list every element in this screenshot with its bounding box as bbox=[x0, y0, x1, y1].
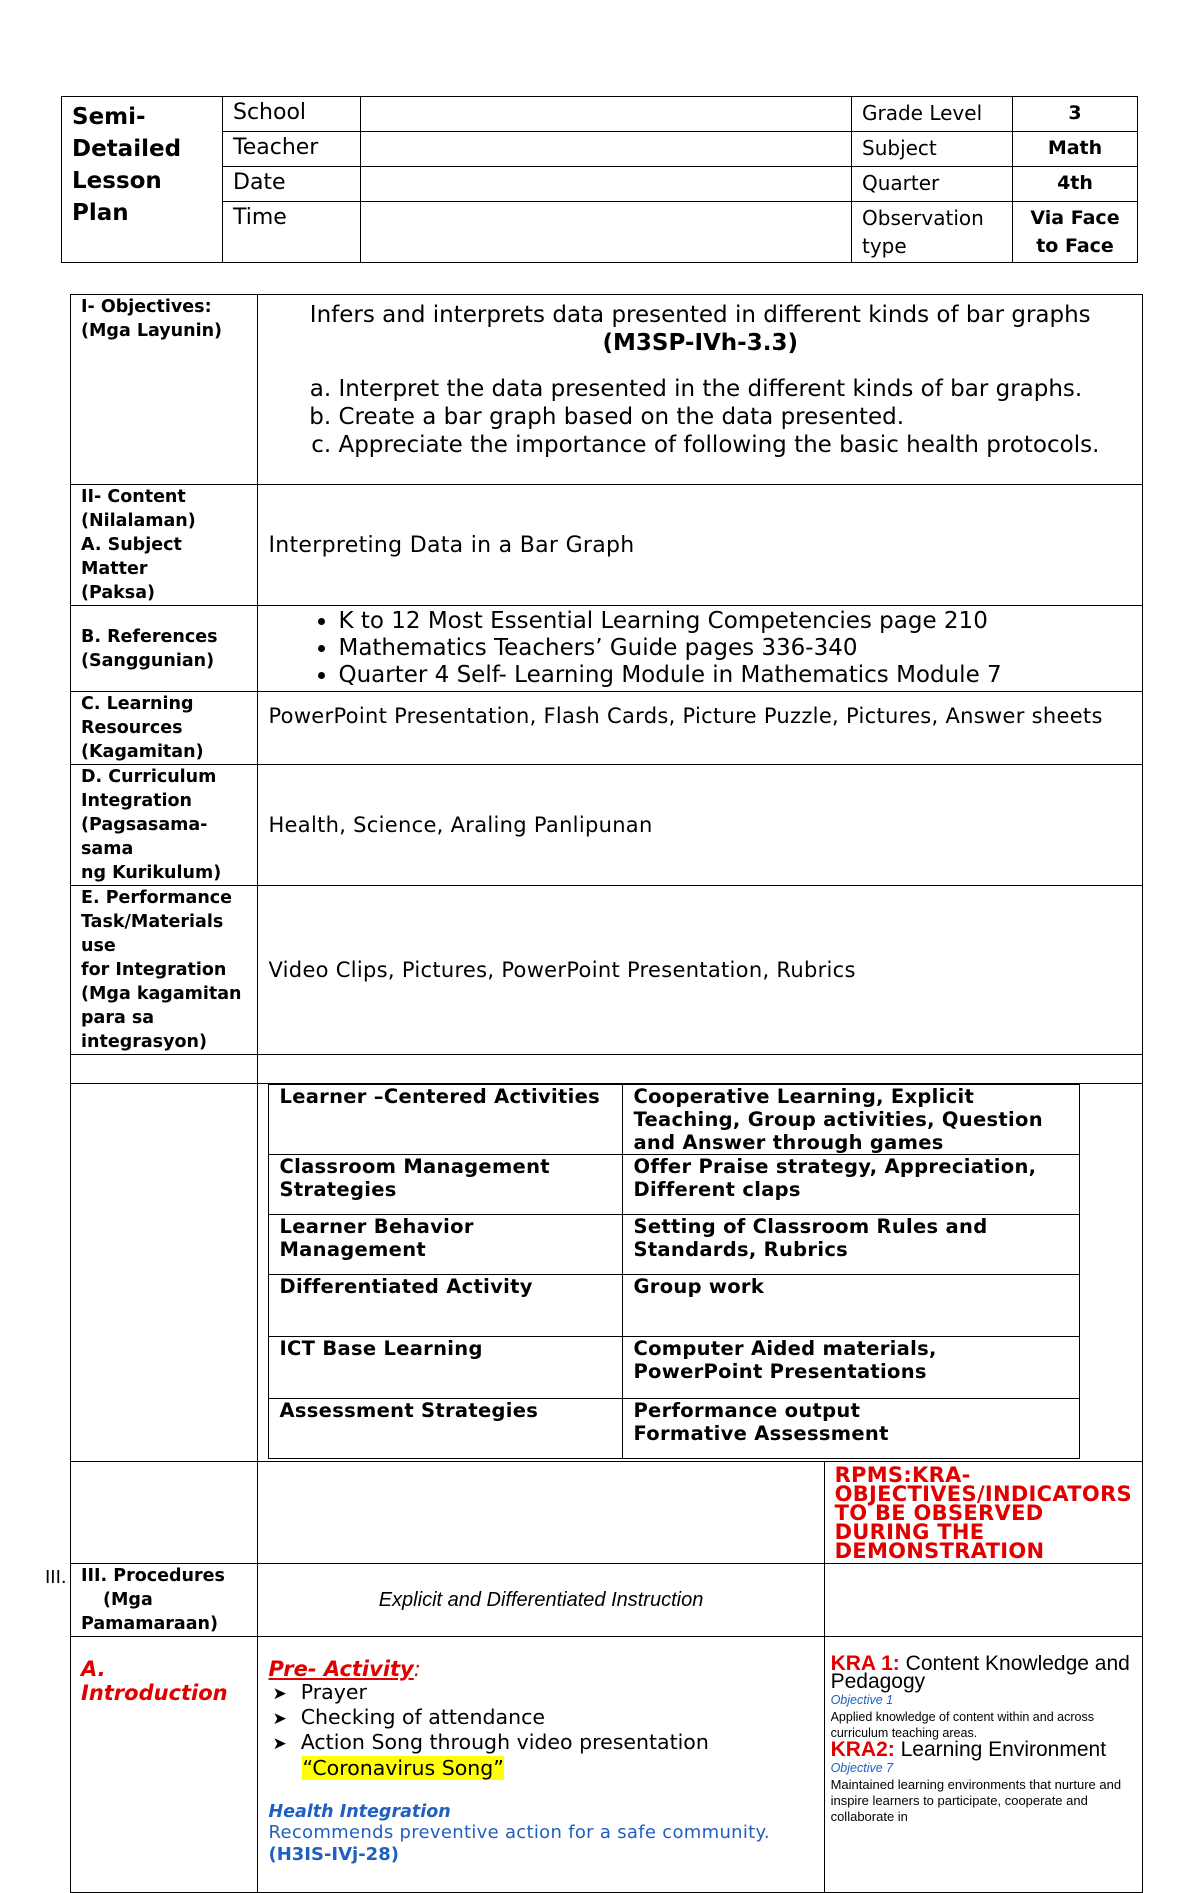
kra2-text: Learning Environment bbox=[900, 1738, 1107, 1761]
school-value[interactable] bbox=[361, 97, 852, 132]
kra1-label: KRA 1: bbox=[830, 1655, 900, 1675]
strategy-name: Learner Behavior Management bbox=[269, 1215, 623, 1275]
reference-item: • Quarter 4 Self- Learning Module in Mathematics Module 7 bbox=[338, 662, 1132, 689]
objective7-text: Maintained learning environments that nurture and inspire learners to participate, cooperate and collaborate in bbox=[830, 1777, 1122, 1824]
quarter-value: 4th bbox=[1013, 167, 1138, 202]
objective7-label: Objective 7 bbox=[830, 1761, 894, 1775]
health-integration-heading: Health Integration bbox=[268, 1802, 451, 1822]
activity-item: ➤ Prayer bbox=[302, 1681, 813, 1706]
strategy-name: Classroom Management Strategies bbox=[269, 1155, 623, 1215]
strategy-desc: Setting of Classroom Rules and Standards, Rubrics bbox=[623, 1215, 1080, 1275]
empty-cell bbox=[824, 1564, 1142, 1637]
subject-value: Math bbox=[1013, 132, 1138, 167]
performance-label: E. Performance Task/Materials use for Integration (Mga kagamitan para sa integrasyon) bbox=[71, 886, 258, 1055]
objective-item: c. Appreciate the importance of following the basic health protocols. bbox=[338, 431, 1132, 459]
objective-code: (M3SP-IVh-3.3) bbox=[602, 330, 798, 356]
pre-activity-list bbox=[268, 1681, 813, 1756]
references-cell bbox=[258, 606, 1143, 692]
strategy-name: Learner –Centered Activities bbox=[269, 1085, 623, 1155]
objective-item: b. Create a bar graph based on the data presented. bbox=[338, 403, 1132, 431]
strategy-name: ICT Base Learning bbox=[269, 1337, 623, 1399]
health-integration-code: (H3IS-IVj-28) bbox=[268, 1844, 399, 1865]
objective-item: a. Interpret the data presented in the different kinds of bar graphs. bbox=[338, 375, 1132, 403]
strategy-name: Assessment Strategies bbox=[269, 1399, 623, 1459]
subject-label: Subject bbox=[852, 132, 1013, 167]
reference-item: • K to 12 Most Essential Learning Competencies page 210 bbox=[338, 608, 1132, 635]
empty-cell bbox=[258, 1055, 1143, 1084]
objective1-text: Applied knowledge of content within and across curriculum teaching areas. bbox=[830, 1710, 1094, 1740]
observation-type-value: Via Face to Face bbox=[1013, 202, 1138, 263]
time-value[interactable] bbox=[361, 202, 852, 263]
teacher-value[interactable] bbox=[361, 132, 852, 167]
objectives-cell bbox=[258, 295, 1143, 485]
health-integration-text: Recommends preventive action for a safe community. bbox=[268, 1822, 770, 1843]
references-label: B. References (Sanggunian) bbox=[71, 606, 258, 692]
procedures-numeral: III. bbox=[45, 1567, 67, 1588]
references-list bbox=[268, 608, 1132, 689]
strategies-cell bbox=[258, 1084, 1143, 1462]
content-label: II- Content (Nilalaman) A. Subject Matter (Paksa) bbox=[71, 485, 258, 606]
lesson-main-table bbox=[45, 294, 1143, 1893]
empty-cell bbox=[258, 1462, 824, 1564]
integration-value: Health, Science, Araling Panlipunan bbox=[258, 765, 1143, 886]
objective-title: Infers and interprets data presented in different kinds of bar graphs bbox=[309, 302, 1091, 328]
objective1-label: Objective 1 bbox=[830, 1693, 894, 1707]
kra1-text: Content Knowledge and Pedagogy bbox=[830, 1655, 1130, 1693]
date-label: Date bbox=[223, 167, 361, 202]
pre-activity-heading: Pre- Activity bbox=[268, 1657, 414, 1681]
rpms-heading: RPMS:KRA-OBJECTIVES/INDICATORS TO BE OBSERVED DURING THE DEMONSTRATION bbox=[824, 1462, 1142, 1564]
strategy-desc: Performance output Formative Assessment bbox=[623, 1399, 1080, 1459]
reference-item: • Mathematics Teachers’ Guide pages 336-340 bbox=[338, 635, 1132, 662]
school-label: School bbox=[223, 97, 361, 132]
resources-label: C. Learning Resources (Kagamitan) bbox=[71, 692, 258, 765]
strategy-name: Differentiated Activity bbox=[269, 1275, 623, 1337]
observation-type-label: Observation type bbox=[852, 202, 1013, 263]
objectives-label: I- Objectives: (Mga Layunin) bbox=[71, 295, 258, 485]
objectives-list bbox=[268, 375, 1132, 459]
introduction-label: A. Introduction bbox=[71, 1637, 258, 1893]
integration-label: D. Curriculum Integration (Pagsasama-sama ng Kurikulum) bbox=[71, 765, 258, 886]
strategy-desc: Cooperative Learning, Explicit Teaching, Group activities, Question and Answer through games bbox=[623, 1085, 1080, 1155]
resources-value: PowerPoint Presentation, Flash Cards, Picture Puzzle, Pictures, Answer sheets bbox=[258, 692, 1143, 765]
empty-cell bbox=[71, 1055, 258, 1084]
empty-cell bbox=[71, 1084, 258, 1462]
kra2-label: KRA2: bbox=[830, 1738, 895, 1761]
grade-level-value: 3 bbox=[1013, 97, 1138, 132]
teacher-label: Teacher bbox=[223, 132, 361, 167]
strategies-table bbox=[268, 1084, 1080, 1459]
kra-cell bbox=[824, 1637, 1142, 1893]
empty-cell bbox=[71, 1462, 258, 1564]
song-title: “Coronavirus Song” bbox=[302, 1756, 504, 1780]
strategy-desc: Group work bbox=[623, 1275, 1080, 1337]
procedures-value: Explicit and Differentiated Instruction bbox=[258, 1564, 824, 1637]
quarter-label: Quarter bbox=[852, 167, 1013, 202]
date-value[interactable] bbox=[361, 167, 852, 202]
subject-matter-value: Interpreting Data in a Bar Graph bbox=[258, 485, 1143, 606]
lesson-plan-title: Semi- Detailed Lesson Plan bbox=[62, 97, 223, 263]
procedures-label: III. III. Procedures (Mga Pamamaraan) bbox=[71, 1564, 258, 1637]
strategy-desc: Offer Praise strategy, Appreciation, Different claps bbox=[623, 1155, 1080, 1215]
strategy-desc: Computer Aided materials, PowerPoint Presentations bbox=[623, 1337, 1080, 1399]
grade-level-label: Grade Level bbox=[852, 97, 1013, 132]
time-label: Time bbox=[223, 202, 361, 263]
lesson-header-table bbox=[61, 96, 1138, 263]
performance-value: Video Clips, Pictures, PowerPoint Presentation, Rubrics bbox=[258, 886, 1143, 1055]
introduction-cell: Pre- Activity: ➤ Prayer ➤ Checking of attendance ➤ Action Song through video presentation “Coronavirus Song” Health Integration Recommends preventive action for a safe community. (H3IS-IVj-28) bbox=[258, 1637, 824, 1893]
activity-item: ➤ Action Song through video presentation bbox=[302, 1731, 813, 1756]
activity-item: ➤ Checking of attendance bbox=[302, 1706, 813, 1731]
